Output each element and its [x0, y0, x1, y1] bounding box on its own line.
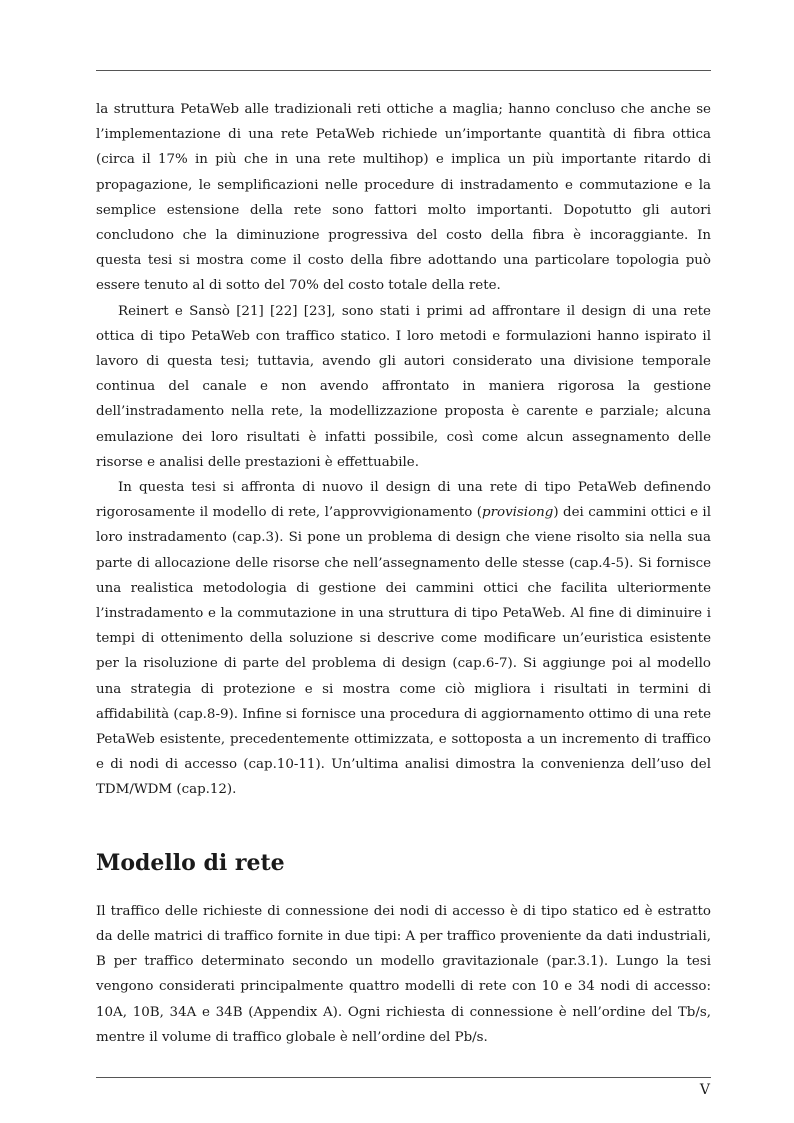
paragraph-intro-2: Reinert e Sansò [21] [22] [23], sono stati i primi ad affrontare il design di una rete ottica di tipo PetaWeb con traffico statico. I loro metodi e formulazioni hanno ispirato il lavoro di questa tesi; tuttavia, avendo gli autori considerato una divisione temporale continua del canale e non avendo affrontato in maniera rigorosa la gestione dell’instradamento nella rete, la modellizzazione proposta è carente e parziale; alcuna emulazione dei loro risultati è infatti possibile, così come alcun assegnamento delle risorse e analisi delle prestazioni è effettuabile.	[96, 303, 711, 470]
section-heading: Modello di rete	[96, 849, 285, 876]
paragraph-intro-3-part-1: In questa tesi si affronta di nuovo il design di una rete di tipo PetaWeb definendo rigorosamente il modello di rete, l’approvvigionamento (	[96, 480, 711, 521]
paragraph-intro-1: la struttura PetaWeb alle tradizionali reti ottiche a maglia; hanno concluso che anche se l’implementazione di una rete PetaWeb richiede un’importante quantità di fibra ottica (circa il 17% in più che in una rete multihop) e implica un più importante ritardo di propagazione, le semplificazioni nelle procedure di instradamento e commutazione e la semplice estensione della rete sono fattori molto importanti. Dopotutto gli autori concludono che la diminuzione progressiva del costo della fibra è incoraggiante. In questa tesi si mostra come il costo della fibre adottando una particolare topologia può essere tenuto al di sotto del 70% del costo totale della rete.	[96, 102, 711, 294]
term-provisiong: provisiong	[482, 505, 554, 521]
section-paragraph: Il traffico delle richieste di connessione dei nodi di accesso è di tipo statico ed è estratto da delle matrici di traffico fornite in due tipi: A per traffico proveniente da dati industriali, B per traffico determinato secondo un modello gravitazionale (par.3.1). Lungo la tesi vengono considerati principalmente quattro modelli di rete con 10 e 34 nodi di accesso: 10A, 10B, 34A e 34B (Appendix A). Ogni richiesta di connessione è nell’ordine del Tb/s, mentre il volume di traffico globale è nell’ordine del Pb/s.	[96, 903, 711, 1045]
page-number: V	[699, 1082, 710, 1098]
footer-rule	[96, 1077, 711, 1078]
paragraph-intro-3	[96, 475, 711, 803]
paragraph-intro-3-part-2: ) dei cammini ottici e il loro instradamento (cap.3). Si pone un problema di design che viene risolto sia nella sua parte di allocazione delle risorse che nell’assegnamento delle stesse (cap.4-5). Si fornisce una realistica metodologia di gestione dei cammini ottici che facilita ulteriormente l’instradamento e la commutazione in una struttura di tipo PetaWeb. Al fine di diminuire i tempi di ottenimento della soluzione si descrive come modificare un’euristica esistente per la risoluzione di parte del problema di design (cap.6-7). Si aggiunge poi al modello una strategia di protezione e si mostra come ciò migliora i risultati in termini di affidabilità (cap.8-9). Infine si fornisce una procedura di aggiornamento ottimo di una rete PetaWeb esistente, precedentemente ottimizzata, e sottoposta a un incremento di traffico e di nodi di accesso (cap.10-11). Un’ultima analisi dimostra la convenienza dell’uso del TDM/WDM (cap.12).	[96, 505, 711, 798]
page-body	[96, 97, 711, 1050]
header-rule	[96, 70, 711, 71]
